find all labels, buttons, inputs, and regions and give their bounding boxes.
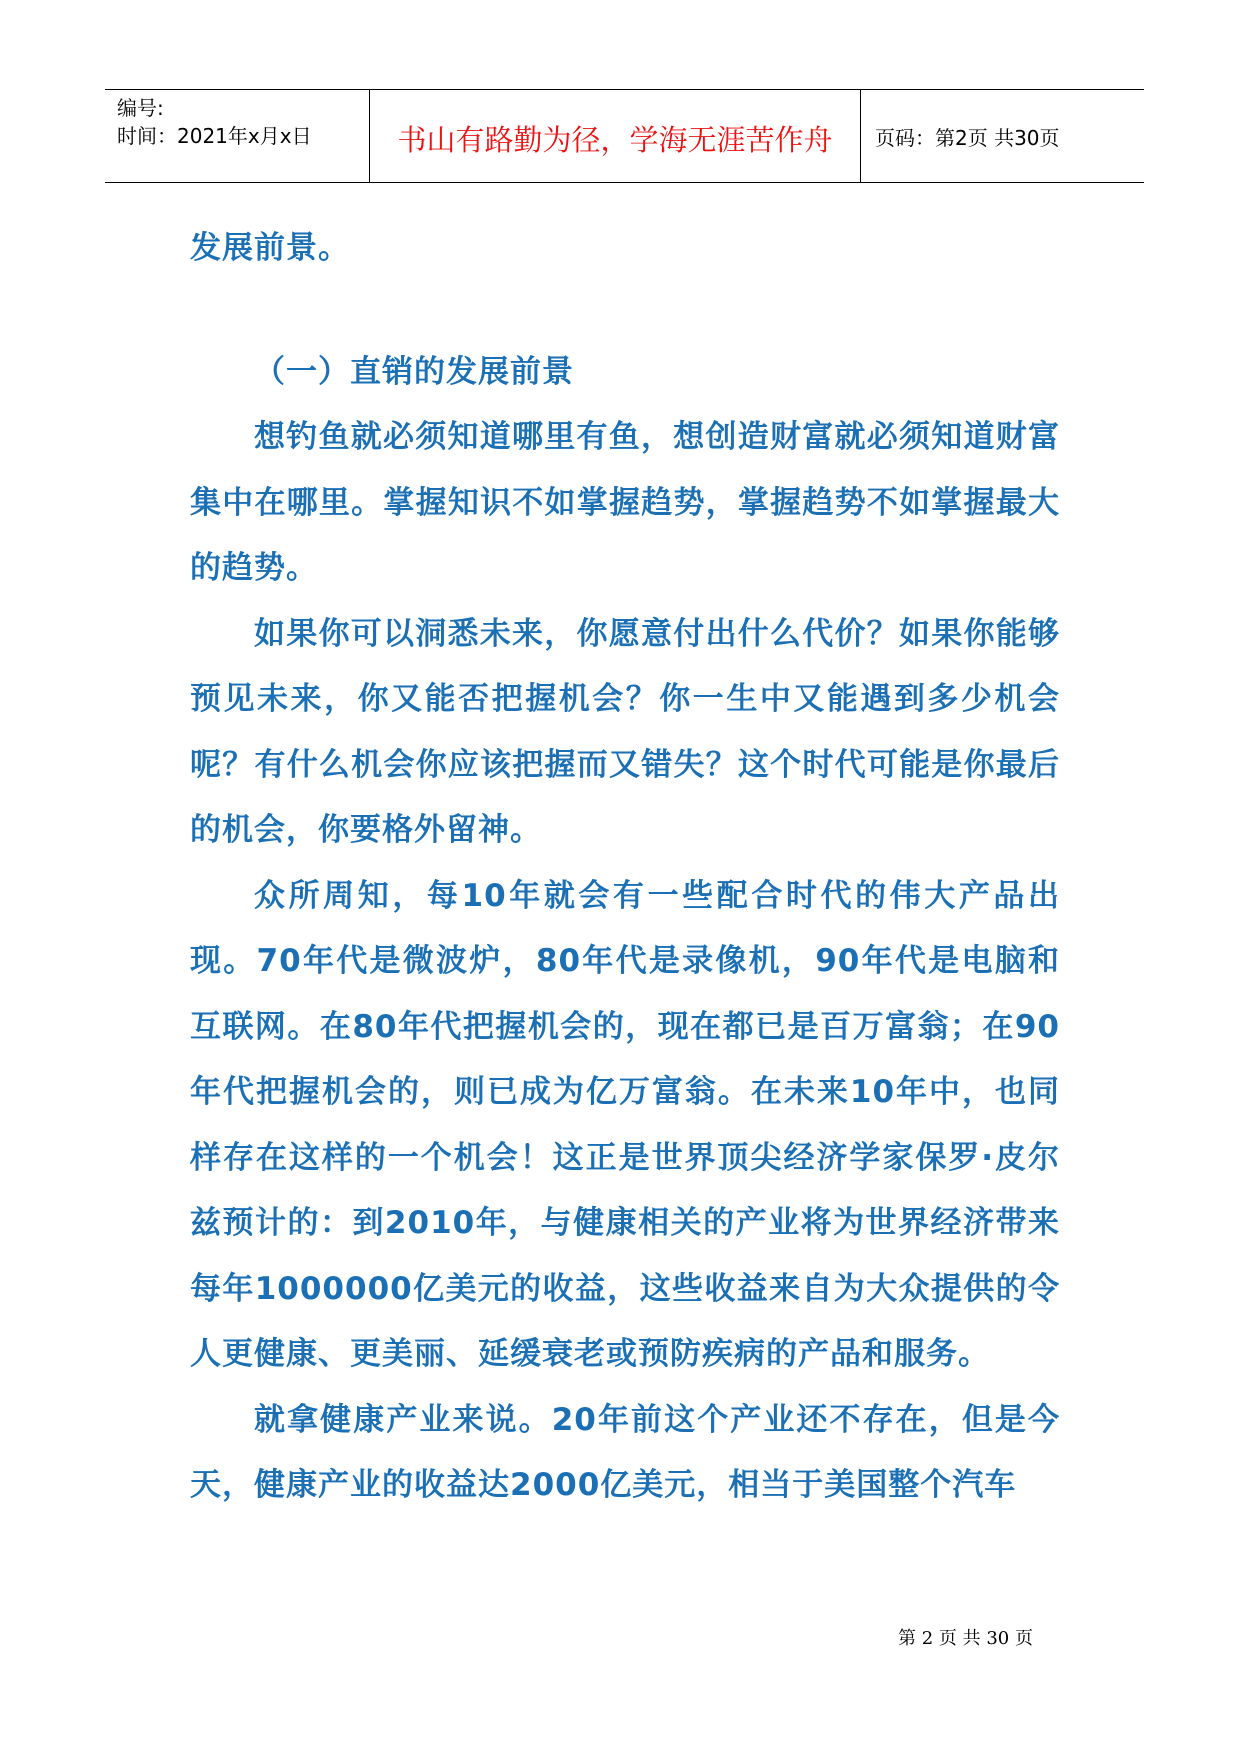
lead-text: 发展前景。 bbox=[190, 230, 350, 266]
document-body bbox=[190, 216, 1060, 1519]
header-motto: 书山有路勤为径，学海无涯苦作舟 bbox=[397, 123, 833, 157]
section-heading: （一）直销的发展前景 bbox=[254, 353, 574, 390]
body-paragraph: 如果你可以洞悉未来，你愿意付出什么代价？如果你能够预见未来，你又能否把握机会？你一生中又能遇到多少机会呢？有什么机会你应该把握而又错失？这个时代可能是你最后的机会，你要格外留神。 bbox=[190, 615, 1060, 848]
page-header bbox=[105, 89, 1144, 183]
header-page-label: 页码：第2页 共30页 bbox=[875, 126, 1060, 150]
serial-label: 编号: bbox=[117, 96, 164, 120]
time-label: 时间：2021年x月x日 bbox=[117, 124, 312, 148]
header-divider-right bbox=[860, 90, 861, 182]
body-paragraph: 就拿健康产业来说。20年前这个产业还不存在，但是今天，健康产业的收益达2000亿美元，相当于美国整个汽车 bbox=[190, 1401, 1060, 1503]
page-footer: 第 2 页 共 30 页 bbox=[898, 1628, 1033, 1649]
body-paragraph: 想钓鱼就必须知道哪里有鱼，想创造财富就必须知道财富集中在哪里。掌握知识不如掌握趋势，掌握趋势不如掌握最大的趋势。 bbox=[190, 419, 1060, 586]
body-paragraph: 众所周知，每10年就会有一些配合时代的伟大产品出现。70年代是微波炉，80年代是录像机，90年代是电脑和互联网。在80年代把握机会的，现在都已是百万富翁；在90年代把握机会的，则已成为亿万富翁。在未来10年中，也同样存在这样的一个机会！这正是世界顶尖经济学家保罗·皮尔兹预计的：到2010年，与健康相关的产业将为世界经济带来每年1000000亿美元的收益，这些收益来自为大众提供的令人更健康、更美丽、延缓衰老或预防疾病的产品和服务。 bbox=[190, 877, 1060, 1372]
header-meta bbox=[117, 94, 312, 150]
